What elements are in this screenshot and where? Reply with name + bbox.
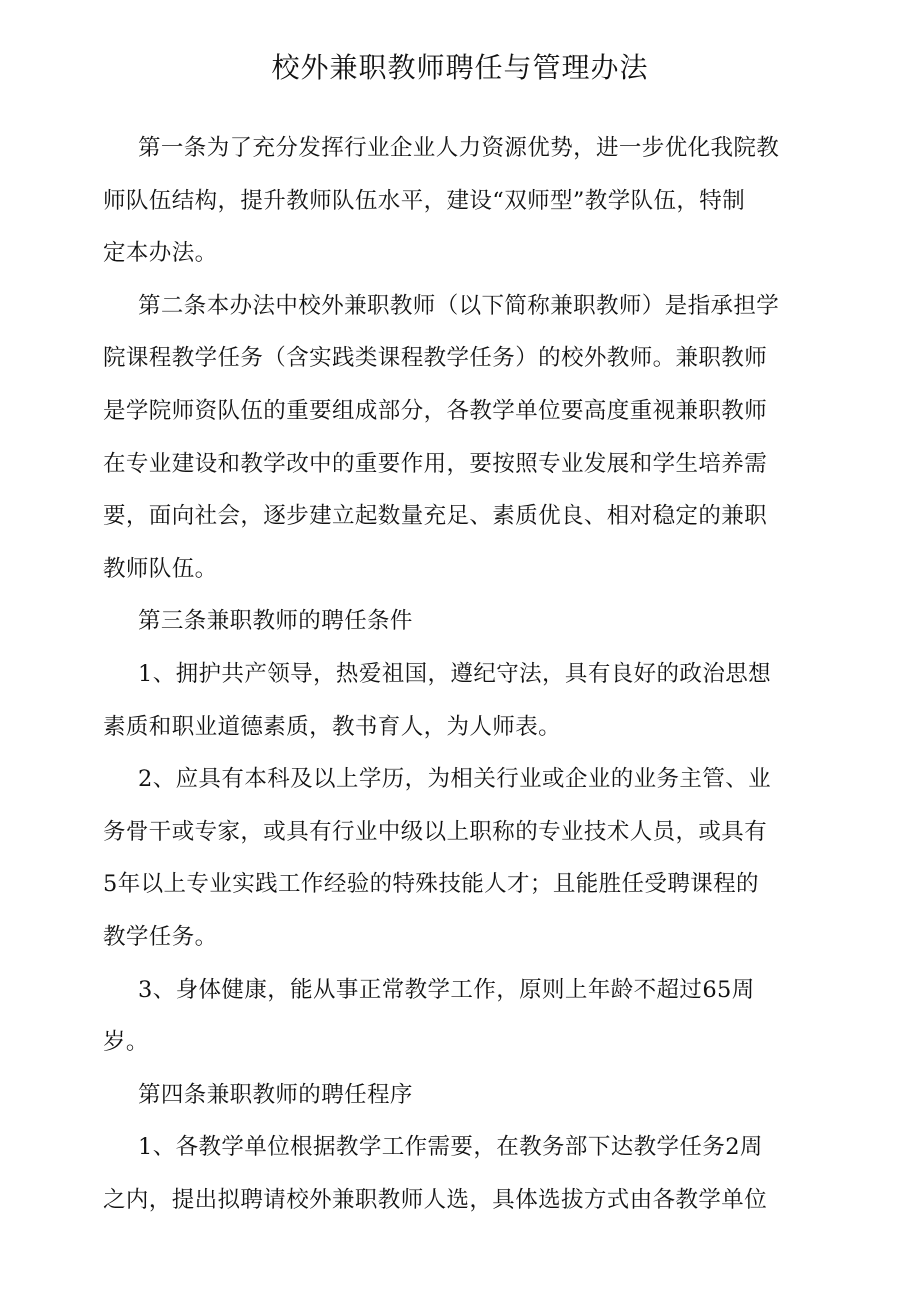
text-line: 务骨干或专家，或具有行业中级以上职称的专业技术人员，或具有 — [103, 818, 768, 845]
text-line: 院课程教学任务（含实践类课程教学任务）的校外教师。兼职教师 — [103, 345, 768, 372]
text-line: 1、各教学单位根据教学工作需要，在教务部下达教学任务2周 — [138, 1134, 763, 1161]
text-line: 1、拥护共产领导，热爱祖国，遵纪守法，具有良好的政治思想 — [138, 660, 772, 687]
text-line: 教师队伍。 — [103, 555, 218, 582]
document-body — [103, 122, 803, 1226]
text-line: 师队伍结构，提升教师队伍水平，建设“双师型”教学队伍，特制 — [103, 187, 746, 214]
text-line: 5年以上专业实践工作经验的特殊技能人才；且能胜任受聘课程的 — [103, 871, 759, 898]
text-line: 第三条兼职教师的聘任条件 — [138, 608, 413, 635]
text-line: 3、身体健康，能从事正常教学工作，原则上年龄不超过65周 — [138, 976, 755, 1003]
document-title: 校外兼职教师聘任与管理办法 — [271, 51, 649, 84]
text-line: 之内，提出拟聘请校外兼职教师人选，具体选拔方式由各教学单位 — [103, 1186, 768, 1213]
text-line: 第一条为了充分发挥行业企业人力资源优势，进一步优化我院教 — [138, 135, 780, 161]
text-line: 素质和职业道德素质，教书育人，为人师表。 — [103, 713, 562, 740]
text-line: 是学院师资队伍的重要组成部分，各教学单位要高度重视兼职教师 — [103, 397, 768, 424]
text-line: 在专业建设和教学改中的重要作用，要按照专业发展和学生培养需 — [103, 450, 768, 477]
text-line: 定本办法。 — [103, 240, 218, 267]
text-line: 第四条兼职教师的聘任程序 — [138, 1081, 413, 1108]
text-line: 2、应具有本科及以上学历，为相关行业或企业的业务主管、业 — [138, 766, 772, 793]
text-line: 教学任务。 — [103, 923, 218, 950]
text-line: 要，面向社会，逐步建立起数量充足、素质优良、相对稳定的兼职 — [103, 503, 768, 530]
text-line: 岁。 — [103, 1029, 149, 1056]
text-line: 第二条本办法中校外兼职教师（以下简称兼职教师）是指承担学 — [138, 292, 780, 319]
